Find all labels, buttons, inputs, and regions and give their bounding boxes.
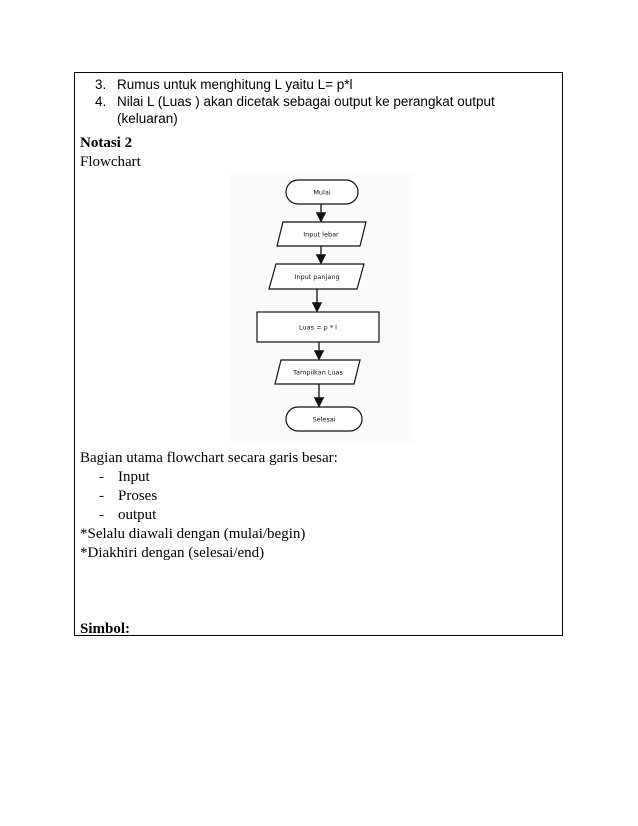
bullet-dash: - — [99, 488, 104, 504]
note-selesai: *Diakhiri dengan (selesai/end) — [80, 545, 265, 561]
flow-end-text: Selesai — [312, 415, 336, 424]
flow-process-text: Luas = p * l — [299, 323, 337, 332]
bullet-dash: - — [99, 507, 104, 523]
flow-start-text: Mulai — [313, 188, 331, 197]
content-box: 3. Rumus untuk menghitung L yaitu L= p*l 4. Nilai L (Luas ) akan dicetak sebagai output ke perangkat output (keluaran) Notasi 2 Flowchart Mulai Input lebar Input panjang Luas = p * l Tampilkan Luas Selesai Bagian utama flowchart secara garis besar: - Input - Proses - output *Selalu diawali dengan (mulai/begin) *Diakhiri dengan (selesai/end) Simbol: — [74, 72, 563, 636]
heading-notasi: Notasi 2 — [80, 135, 133, 151]
flow-input1-text: Input lebar — [303, 230, 339, 239]
heading-simbol: Simbol: — [80, 621, 131, 637]
bullet-dash: - — [99, 469, 104, 485]
bagian-title: Bagian utama flowchart secara garis besar: — [80, 450, 338, 466]
note-mulai: *Selalu diawali dengan (mulai/begin) — [80, 526, 306, 542]
flowchart-diagram — [230, 174, 412, 442]
flow-input2-text: Input panjang — [294, 273, 340, 281]
label-flowchart: Flowchart — [80, 154, 141, 170]
flow-output-text: Tampilkan Luas — [293, 368, 343, 377]
